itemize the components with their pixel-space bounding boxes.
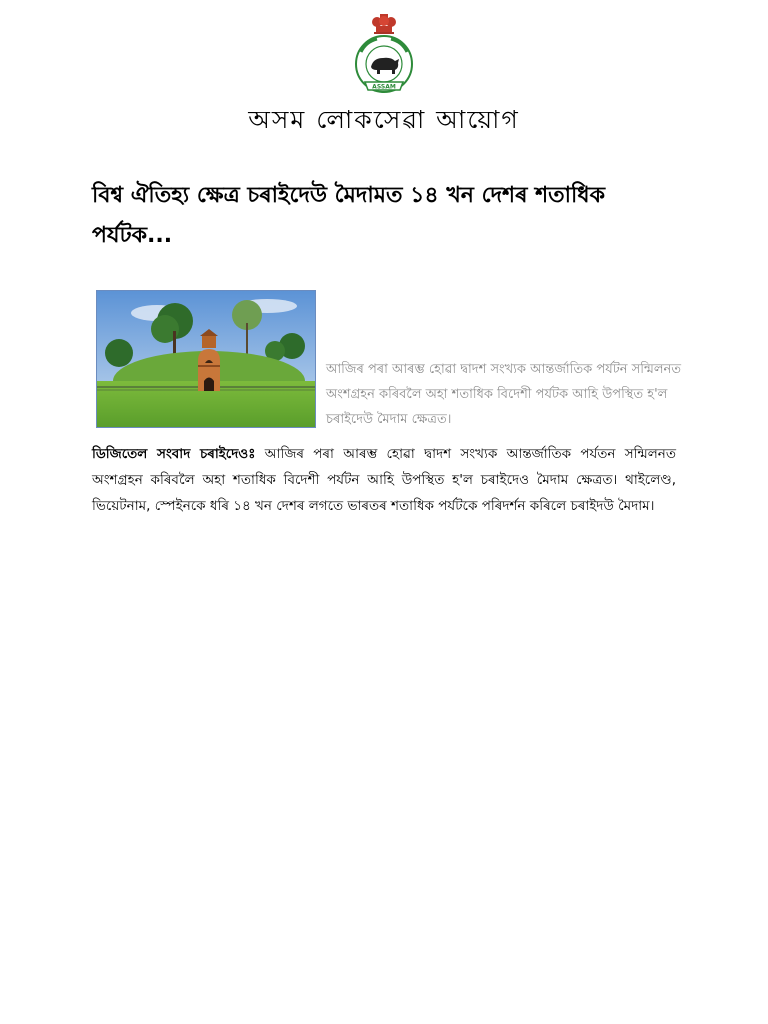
emblem-logo bbox=[347, 12, 421, 96]
article-body bbox=[92, 441, 676, 519]
charaideo-maidam-photo-icon bbox=[97, 291, 315, 427]
logo-text: ASSAM bbox=[372, 83, 396, 91]
organization-name: অসম লোকসেৱা আয়োগ bbox=[248, 105, 520, 134]
article-body-text: আজিৰ পৰা আৰম্ভ হোৱা দ্বাদশ সংখ্যক আন্তৰ্জাতিক পৰ্যতন সন্মিলনত অংশগ্ৰহন কৰিবলৈ অহা শতাধিক বিদেশী পৰ্যটন আহি উপস্থিত হ'ল চৰাইদেও মৈদাম ক্ষেত্ৰত। থাইলেণ্ড, ভিয়েটনাম, স্পেইনকে ধৰি ১৪ খন দেশৰ লগতে ভাৰতৰ শতাধিক পৰ্যটকে পৰিদৰ্শন কৰিলে চৰাইদউ মৈদাম। bbox=[92, 446, 676, 514]
article-headline: বিশ্ব ঐতিহ্য ক্ষেত্ৰ চৰাইদেউ মৈদামত ১৪ খন দেশৰ শতাধিক পৰ্যটক... bbox=[92, 183, 606, 248]
article-lead: ডিজিতেল সংবাদ চৰাইদেওঃ bbox=[92, 446, 256, 462]
photo-caption: আজিৰ পৰা আৰম্ভ হোৱা দ্বাদশ সংখ্যক আন্তৰ্জাতিক পৰ্যটন সন্মিলনত অংশগ্ৰহন কৰিবলৈ অহা শতাধিক বিদেশী পৰ্যটক আহি উপস্থিত হ'ল চৰাইদেউ মৈদাম ক্ষেত্ৰত। bbox=[326, 362, 682, 427]
article-photo bbox=[96, 290, 316, 428]
emblem-icon bbox=[347, 12, 421, 96]
